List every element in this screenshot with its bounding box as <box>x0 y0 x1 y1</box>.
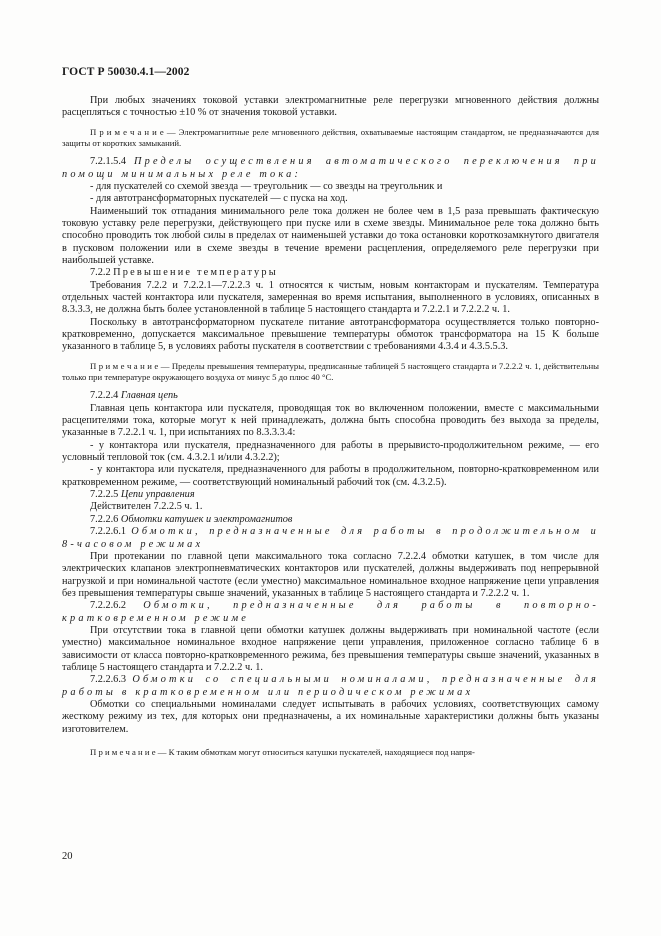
section-title: Обмотки, предназначенные для работы в повторно-кратковременном режиме <box>62 600 599 624</box>
paragraph: При любых значениях токовой уставки электромагнитные реле перегрузки мгновенного действия должны расцепляться с точностью ±10 % от значения токовой уставки. <box>62 95 599 119</box>
paragraph: Поскольку в автотрансформаторном пускателе питание автотрансформатора осуществляется только повторно-кратковременно, допускается максимальное превышение температуры обмоток трансформатора на 15 K больше указанного в таблице 5, в условиях работы пускателя в соответствии с требованиями 4.3.4 и 4.3.5.5.3. <box>62 316 599 353</box>
note-label: П р и м е ч а н и е <box>90 360 159 371</box>
paragraph: При отсутствии тока в главной цепи обмотки катушек должны выдерживать при номинальной частоте (если уместно) максимальное номинальное входное напряжение цепи управления, приложенное согласно таблице 6 в зависимости от класса повторно-кратковременного режима, без превышения температуры свыше значений, указанных в таблице 5 настоящего стандарта и 7.2.2.2 ч. 1. <box>62 624 599 673</box>
page-body <box>62 95 599 758</box>
section-heading-7-2-2-6-3 <box>62 674 599 699</box>
section-title: Главная цепь <box>120 390 178 402</box>
note-label: П р и м е ч а н и е <box>90 747 156 757</box>
section-number: 7.2.2.6.2 <box>90 600 144 612</box>
note-text: — Пределы превышения температуры, предписанные таблицей 5 настоящего стандарта и 7.2.2.2 ч. 1, действительны только при температуре окружающего воздуха от минус 5 до плюс 40 °С. <box>62 360 599 383</box>
section-title: Пределы осуществления автоматического переключения при помощи минимальных реле тока: <box>62 156 599 180</box>
section-title: Обмотки со специальными номиналами, предназначенные для работы в кратковременном или периодическом режимах <box>62 674 599 698</box>
document-header: ГОСТ Р 50030.4.1—2002 <box>62 66 190 78</box>
section-number: 7.2.2 <box>90 267 114 279</box>
list-item: - у контактора или пускателя, предназначенного для работы в продолжительном, повторно-кратковременном или кратковременном режиме, — соответствующий номинальный рабочий ток (см. 4.3.2.5). <box>62 464 599 488</box>
section-heading-7-2-2-4 <box>62 390 599 402</box>
section-number: 7.2.1.5.4 <box>90 156 134 168</box>
note <box>62 361 599 384</box>
section-number: 7.2.2.5 <box>90 489 121 501</box>
paragraph: Действителен 7.2.2.5 ч. 1. <box>90 501 203 513</box>
paragraph: При протекании по главной цепи максимального тока согласно 7.2.2.4 обмотки катушек, в том числе для электрических клапанов электропневматических контакторов или пускателей, должны выдерживать под непрерывной нагрузкой и при номинальной частоте (если уместно) максимальное номинальное входное напряжение цепи управления без превышения температуры свыше значений, указанных в таблице 5 настоящего стандарта и 7.2.2.2 ч. 1. <box>62 550 599 599</box>
section-heading-7-2-2-6-2 <box>62 600 599 625</box>
list-item: - для пускателей со схемой звезда — треугольник — со звезды на треугольник и <box>90 180 443 192</box>
note <box>62 127 599 150</box>
section-heading-7-2-2-6 <box>62 514 599 526</box>
list-item: - для автотрансформаторных пускателей — с пуска на ход. <box>90 193 348 205</box>
paragraph: Наименьший ток отпадания минимального реле тока должен не более чем в 1,5 раза превышать фактическую токовую уставку реле перегрузки, действующего при пуске или в схеме звезды. Минимальное реле тока должно быть способно проводить ток любой силы в пределах от наименьшей уставки до тока остановки короткозамкнутого двигателя в пусковом положении или в схеме звезды в течение времени расцепления, определяемого реле перегрузки при наибольшей уставке. <box>62 205 599 267</box>
section-heading-7-2-2 <box>62 267 599 279</box>
section-title: Цепи управления <box>120 489 195 501</box>
section-heading-7-2-2-5 <box>62 489 599 501</box>
section-heading-7-2-2-6-1 <box>62 526 599 551</box>
page-number: 20 <box>62 851 73 862</box>
note-label: П р и м е ч а н и е <box>90 126 164 137</box>
section-number: 7.2.2.6 <box>90 513 121 525</box>
section-title: Обмотки, предназначенные для работы в продолжительном и 8-часовом режимах <box>62 526 599 550</box>
paragraph: Главная цепь контактора или пускателя, проводящая ток во включенном положении, вместе с максимальными расцепителями тока, которые могут к ней принадлежать, должна быть способна проводить без выхода за пределы, указанные в 7.2.2.1 ч. 1, при испытаниях по 8.3.3.3.4: <box>62 402 599 439</box>
paragraph: Обмотки со специальными номиналами следует испытывать в рабочих условиях, соответствующих самому жесткому режиму из тех, для которых они предназначены, а их номинальные характеристики должны быть указаны изготовителем. <box>62 698 599 735</box>
section-title: Превышение температуры <box>113 267 278 279</box>
note-text: — К таким обмоткам могут относиться катушки пускателей, находящиеся под напря- <box>155 747 475 757</box>
section-title: Обмотки катушек и электромагнитов <box>120 513 293 525</box>
section-number: 7.2.2.6.3 <box>90 674 133 686</box>
list-item: - у контактора или пускателя, предназначенного для работы в прерывисто-продолжительном режиме, — его условный тепловой ток (см. 4.3.2.1 и/или 4.3.2.2); <box>62 439 599 464</box>
section-heading-7-2-1-5-4 <box>62 156 599 181</box>
paragraph: Требования 7.2.2 и 7.2.2.1—7.2.2.3 ч. 1 относятся к чистым, новым контакторам и пускателям. Температура отдельных частей контактора или пускателя, замеренная во время испытания, выполненного в условиях, описанных в 8.3.3.3, не должна быть более установленной в таблице 5 настоящего стандарта и 7.2.2.1 и 7.2.2.2 ч. 1. <box>62 279 599 316</box>
section-number: 7.2.2.6.1 <box>90 526 132 538</box>
note-text: — Электромагнитные реле мгновенного действия, охватываемые настоящим стандартом, не предназначаются для защиты от коротких замыканий. <box>62 126 600 148</box>
note <box>62 747 599 758</box>
section-number: 7.2.2.4 <box>90 390 121 402</box>
